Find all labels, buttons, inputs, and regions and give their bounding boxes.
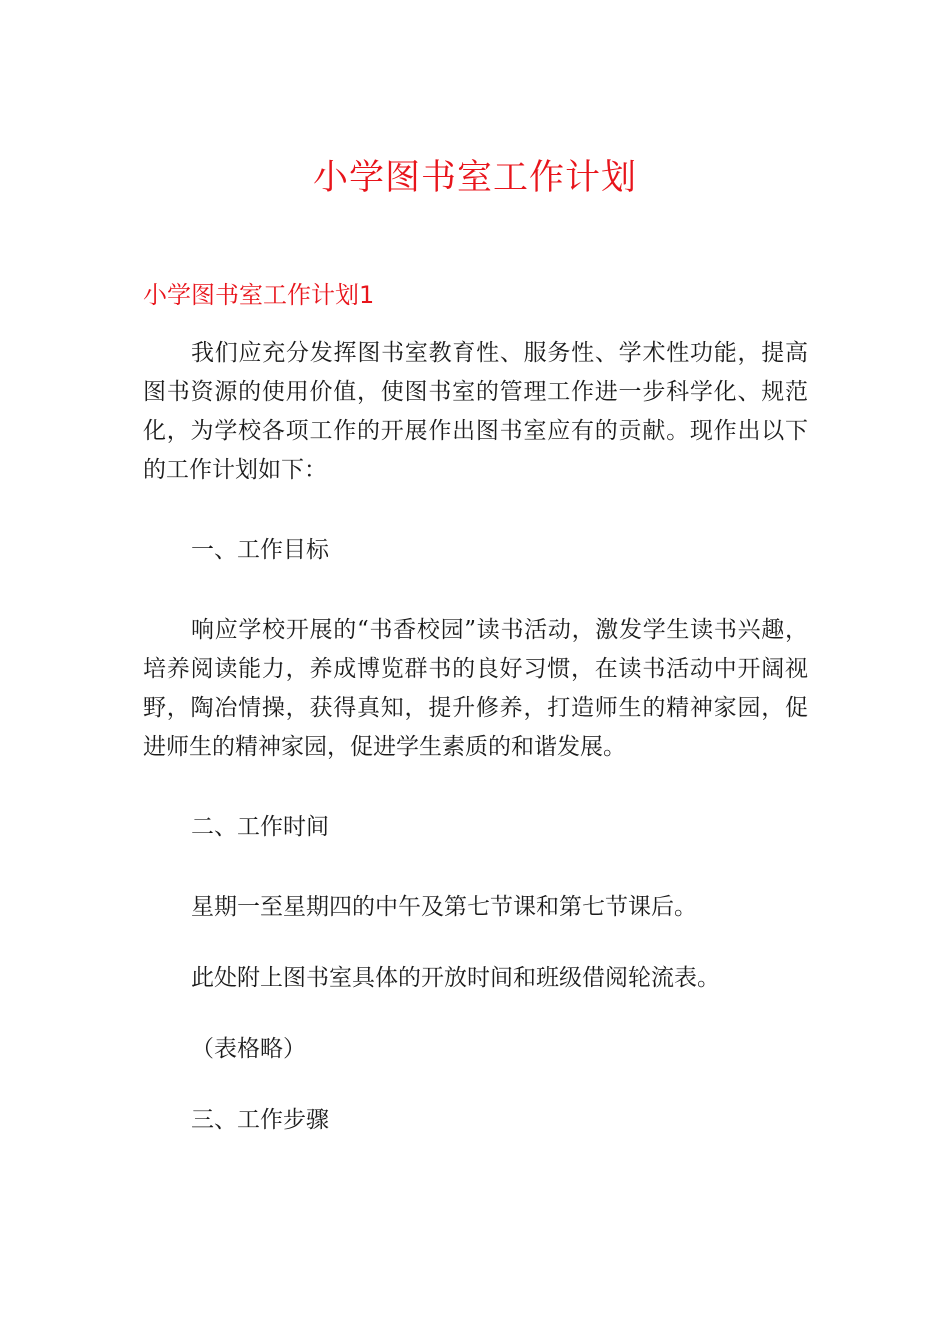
steps-heading: 三、工作步骤	[191, 1107, 329, 1133]
time-heading: 二、工作时间	[191, 814, 329, 840]
section-heading: 小学图书室工作计划1	[143, 281, 375, 309]
time-paragraph: 星期一至星期四的中午及第七节课和第七节课后。	[191, 894, 697, 920]
document-title: 小学图书室工作计划	[312, 158, 637, 198]
intro-paragraph: 我们应充分发挥图书室教育性、服务性、学术性功能，提高图书资源的使用价值，使图书室的管理工作进一步科学化、规范化，为学校各项工作的开展作出图书室应有的贡献。现作出以下的工作计划如下：	[143, 340, 808, 483]
document-body	[143, 334, 808, 1140]
goal-heading: 一、工作目标	[191, 537, 329, 563]
table-omitted-note: （表格略）	[191, 1036, 306, 1062]
goal-paragraph: 响应学校开展的“书香校园”读书活动，激发学生读书兴趣，培养阅读能力，养成博览群书的良好习惯，在读书活动中开阔视野，陶冶情操，获得真知，提升修养，打造师生的精神家园，促进师生的精神家园，促进学生素质的和谐发展。	[143, 617, 808, 760]
schedule-note-paragraph: 此处附上图书室具体的开放时间和班级借阅轮流表。	[191, 965, 720, 991]
